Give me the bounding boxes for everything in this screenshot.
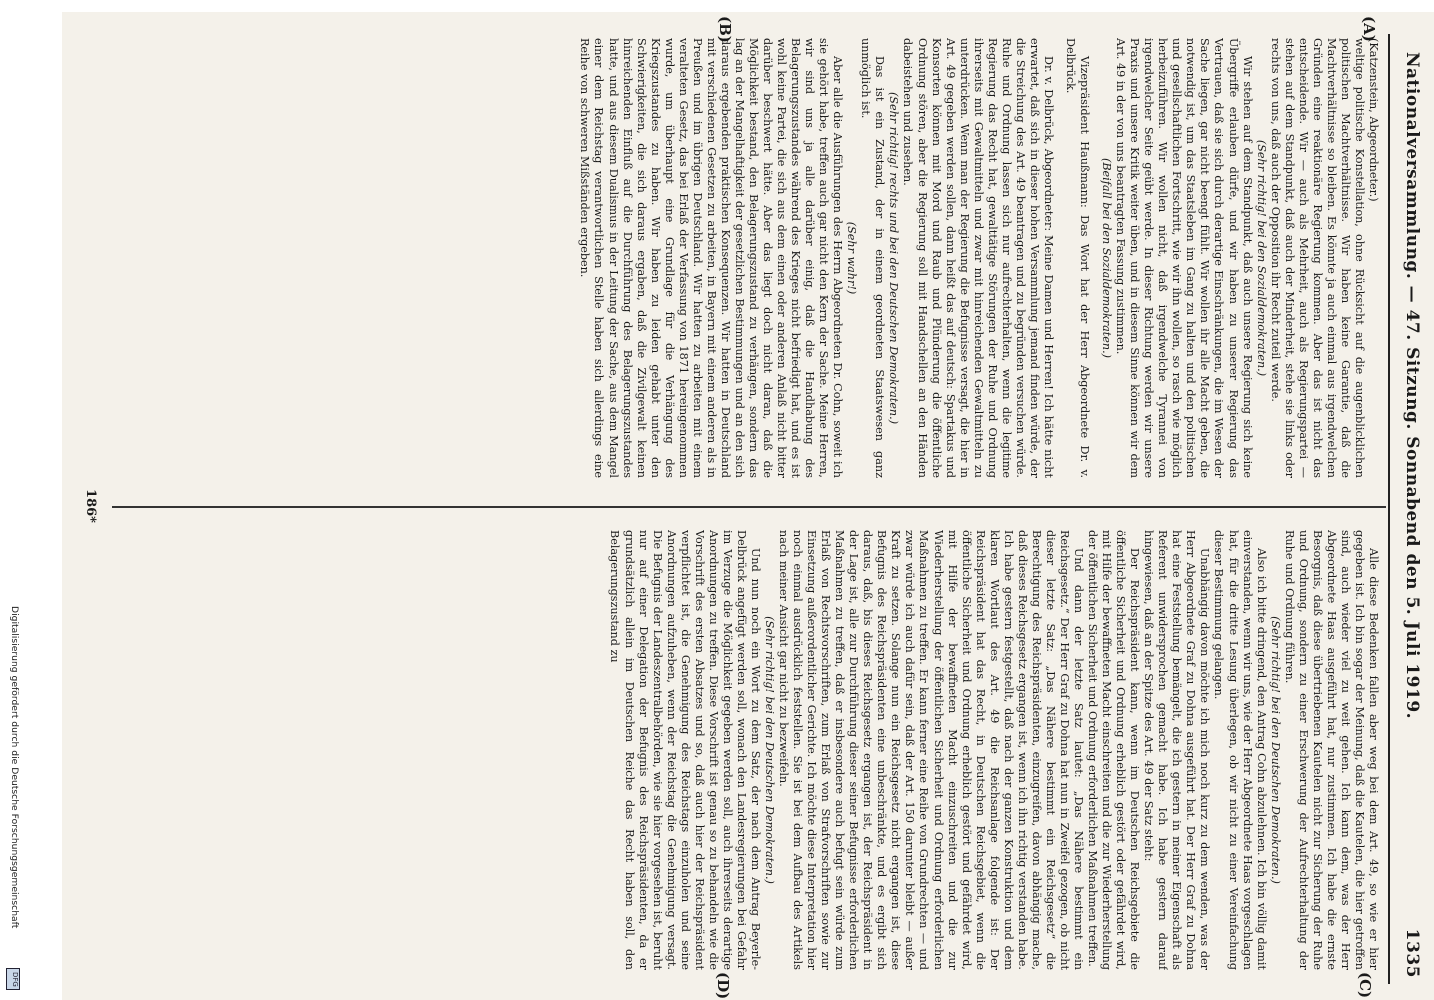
margin-marker-d: (D) xyxy=(714,972,732,1000)
digitization-credit xyxy=(6,606,20,988)
paragraph: Also ich bitte dringend, den Antrag Cohn abzulehnen. Ich bin völlig damit einverstanden, wenn wir uns, wie der Herr Abgeordnete Haas vorgeschlagen hat, für die dritte Lesung überlegen, ob wir nicht zu einer Vereinfachung dieser Bestimmung gelangen. xyxy=(1212,530,1268,970)
paragraph: (Katzenstein, Abgeordneter.) xyxy=(1367,38,1380,202)
paragraph: Das ist ein Zustand, der in einem geordneten Staatswesen ganz unmöglich ist. xyxy=(859,38,887,478)
paragraph: Wir stehen auf dem Standpunkt, daß auch unsere Regierung sich keine Übergriffe erlauben dürfe, und wir haben zu unserer Regierung das Vertrauen, daß sie sich durch derartige Einschränkungen, die im Wesen der Sache liegen, gar nicht beengt fühlt. Wir wollen ihr alle Macht geben, die notwendig ist, um das Staatsleben im Gang zu halten und den politischen und gesellschaftlichen Fortschritt, wie wir ihn wollen, so rasch wie möglich herbeizuführen. Wir wollen nicht, daß irgendwelche Tyrannei von irgendwelcher Seite geübt werde. In dieser Richtung werden wir unsere Praxis und unsere Kritik weiter üben, und in diesem Sinne können wir dem Art. 49 in der von uns beantragten Fassung zustimmen. xyxy=(1114,38,1254,478)
rotated-page-content xyxy=(62,12,1434,1000)
right-text-column xyxy=(116,530,1380,970)
paragraph: Und dann der letzte Satz lautet: „Das Nähere bestimmt ein Reichsgesetz.“ Der Herr Graf zu Dohna hat nun in Zweifel gezogen, ob nicht dieser letzte Satz: „Das Nähere bestimmt ein Reichsgesetz“ die Berechtigung des Reichspräsidenten, einzugreifen, davon abhängig mache, daß dieses Reichsgesetz ergangen ist, wenn ich ihn richtig verstanden habe. Ich habe gestern festgestellt, daß nach der ganzen Konstruktion und dem klaren Wortlaut des Art. 49 die Reichsanlage folgende ist: Der Reichspräsident hat das Recht, in Deutschen Reichsgebiet, wenn die öffentliche Sicherheit und Ordnung erheblich gestört und gefährdet wird, mit Hilfe der bewaffneten Macht einzuschreiten und die zur Wiederherstellung der öffentlichen Sicherheit und Ordnung erforderlichen Maßnahmen zu treffen. Er kann ferner eine Reihe von Grundrechten — und zwar würde ich auch dafür sein, daß der Art. 150 darunter bleibt — außer Kraft zu setzen. Solange nun ein Reichsgesetz nicht ergangen ist, diese Befugnis des Reichspräsidenten eine unbeschränkte, und es ergibt sich daraus, daß, bis dieses Reichsgesetz ergangen ist, der Reichspräsident in der Lage ist, alle zur Durchführung dieser seiner Befugnisse erforderlichen Maßnahmen zu treffen, daß er insbesondere auch befugt sein würde zum Erlaß von Rechtsvorschriften, zum Erlaß von Strafvorschriften sowie zur Einsetzung außerordentlicher Gerichte. Ich möchte diese Interpretation hier noch einmal ausdrücklich feststellen. Sie ist bei dem Aufbau des Artikels nach meiner Ansicht gar nicht zu bezweifeln. xyxy=(777,530,1086,970)
page-header-title: Nationalversammlung. — 47. Sitzung. Sonnabend den 5. Juli 1919. xyxy=(1402,52,1422,720)
interjection: (Sehr richtig! bei den Deutschen Demokraten.) xyxy=(762,616,776,884)
paragraph: Vizepräsident Haußmann: Das Wort hat der Herr Abgeordnete Dr. v. Delbrück. xyxy=(1064,38,1092,478)
paragraph-gap xyxy=(1055,38,1063,478)
interjection: (Beifall bei den Sozialdemokraten.) xyxy=(1100,157,1114,359)
paragraph: Und nun noch ein Wort zu dem Satz, der nach dem Antrag Beyerle-Delbrück angefügt werden soll, wonach den Landesregierungen bei Gefahr im Verzuge die Möglichkeit gegeben werden soll, auch ihrerseits derartige Anordnungen zu treffen. Diese Vorschrift ist genau so zu behandeln wie die Vorschrift des ersten Absatzes und so, daß auch hier der Reichspräsident verpflichtet ist, die Genehmigung des Reichstags einzuholen und seine Anordnungen aufzuheben, wenn der Reichstag die Genehmigung versagt. Die Befugnis der Landeszentralbehörden, wie sie hier vorgesehen ist, beruht nur auf einer Delegation der Befugnis des Reichspräsidenten, da er grundsätzlich allein im Deutschen Reiche das Recht haben soll, den Belagerungszustand zu xyxy=(608,530,762,970)
paragraph: weltige politische Konstellation, ohne Rücksicht auf die augenblicklichen politischen Machtverhältnisse. Wir haben keine Garantie, daß die Machtverhältnisse so bleiben. Es könnte ja auch einmal aus irgendwelchen Gründen eine reaktionäre Regierung kommen. Aber das ist nicht das entscheidende. Wir — auch als Mehrheit, auch als Regierungspartei — stehen auf dem Standpunkt, daß auch der Minderheit, stehe sie links oder rechts von uns, daß auch der Opposition ihr Recht zuteil werde. xyxy=(1268,38,1366,478)
page-number: 1335 xyxy=(1402,928,1422,978)
signature-mark: 186* xyxy=(83,489,98,523)
margin-marker-c: (C) xyxy=(1356,972,1374,999)
scanned-page xyxy=(62,12,1434,1000)
header-rule xyxy=(1388,34,1390,984)
paragraph: Dr. v. Delbrück, Abgeordneter: Meine Damen und Herren! Ich hätte nicht erwartet, daß sich in dieser hohen Versammlung jemand finden würde, der die Streichung des Art. 49 beantragen und zu begründen versuchen würde. Ruhe und Ordnung lassen sich nur aufrechterhalten, wenn die legitime Regierung das Recht hat, gewalttätige Störungen der Ruhe und Ordnung ihrerseits mit Gewaltmitteln und zwar mit hinreichenden Gewaltmitteln zu unterdrücken. Wenn man der Regierung die Befugnisse versagt, die hier in Art. 49 gegeben werden sollen, dann heißt das auf deutsch: Spartakus und Konsorten können mit Mord und Raub und Plünderung die öffentliche Ordnung stören, aber die Regierung soll mit Handschellen an den Händen dabeistehen und zusehen. xyxy=(901,38,1055,478)
column-divider xyxy=(112,506,1386,508)
interjection: (Sehr wahr!) xyxy=(845,221,859,295)
paragraph-gap xyxy=(1091,38,1099,478)
page-header xyxy=(1388,12,1434,1000)
margin-marker-b: (B) xyxy=(716,16,734,43)
interjection: (Sehr richtig! bei den Sozialdemokraten.) xyxy=(1254,139,1268,377)
interjection: (Sehr richtig! rechts und bei den Deutschen Demokraten.) xyxy=(887,91,901,425)
margin-marker-a: (A) xyxy=(1360,16,1378,42)
left-text-column xyxy=(116,38,1380,478)
dfg-logo: DFG xyxy=(6,968,20,990)
digitization-credit-text: Digitalisierung gefördert durch die Deutsche Forschungsgemeinschaft xyxy=(9,606,20,929)
paragraph: Aber alle die Ausführungen des Herrn Abgeordneten Dr. Cohn, soweit ich sie gehört habe, treffen auch gar nicht den Kern der Sache. Meine Herren, wir sind uns ja alle darüber einig, daß die Handhabung des Belagerungszustandes während des Krieges nicht befriedigt hat, und es ist wohl keine Partei, die sich aus dem einen oder anderen Anlaß nicht bitter darüber beschwert hätte. Aber das liegt doch nicht daran, daß die Möglichkeit bestand, den Belagerungszustand zu verhängen, sondern das lag an der Mangelhaftigkeit der gesetzlichen Bestimmungen und an den sich daraus ergebenden praktischen Konsequenzen. Wir hatten in Deutschland mit verschiedenen Gesetzen zu arbeiten, in Bayern mit einem anderen als in Preußen und im übrigen Deutschland. Wir hatten zu arbeiten mit einem veralteten Gesetz, das bei Erlaß der Verfassung von 1871 hereingenommen wurde, um überhaupt eine Grundlage für die Verhängung des Kriegszustandes zu haben. Wir haben zu leiden gehabt unter den Schwierigkeiten, die sich daraus ergaben, daß die Zivilgewalt keinen hinreichenden Einfluß auf die Durchführung des Belagerungszustandes hatte, und aus diesem Dualismus in der Leitung der Sache, aus dem Mangel einer dem Reichstag verantwortlichen Stelle haben sich allerdings eine Reihe von schweren Mißständen ergeben. xyxy=(578,38,845,478)
paragraph: Unabhängig davon möchte ich mich noch kurz zu dem wenden, was der Herr Abgeordnete Graf zu Dohna ausgeführt hat. Der Herr Graf zu Dohna hat eine Feststellung bemängelt, die ich gestern in meiner Eigenschaft als Referent unwidersprochen gemacht habe. Ich habe gestern darauf hingewiesen, daß an der Spitze des Art. 49 der Satz steht: xyxy=(1142,530,1212,970)
paragraph: Alle diese Bedenken fallen aber weg bei dem Art. 49, so wie er hier gegeben ist. Ich bin sogar der Meinung, daß die Kautelen, die hier getroffen sind, auch wieder viel zu weit gehen. Ich kann dem, was der Herr Abgeordnete Haas ausgeführt hat, nur zustimmen. Ich habe die ernste Besorgnis, daß diese übertriebenen Kautelen nicht zur Sicherung der Ruhe und Ordnung, sondern zu einer Erschwerung der Aufrechterhaltung der Ruhe und Ordnung führen. xyxy=(1282,530,1380,970)
paragraph: Der Reichspräsident kann, wenn im Deutschen Reichsgebiete die öffentliche Sicherheit und Ordnung erheblich gestört oder gefährdet wird, mit Hilfe der bewaffneten Macht einschreiten und die zur Wiederherstellung der öffentlichen Sicherheit und Ordnung erforderlichen Maßnahmen treffen. xyxy=(1086,530,1142,970)
interjection: (Sehr richtig! bei den Deutschen Demokraten.) xyxy=(1268,616,1282,884)
